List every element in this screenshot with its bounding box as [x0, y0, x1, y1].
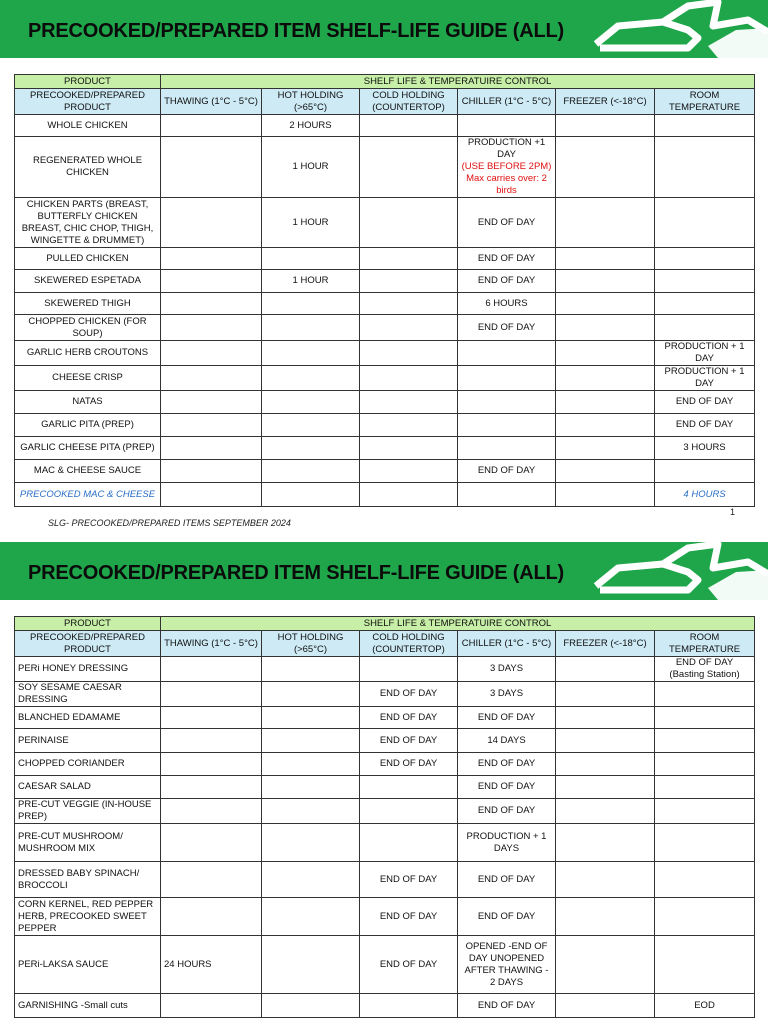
freezer-cell — [556, 799, 655, 824]
product-cell: GARNISHING -Small cuts — [15, 994, 161, 1018]
room-temp-cell: 3 HOURS — [655, 437, 755, 460]
thawing-cell — [161, 824, 262, 862]
table-row — [15, 898, 755, 936]
table-row — [15, 341, 755, 366]
product-cell: BLANCHED EDAMAME — [15, 707, 161, 729]
table-row — [15, 753, 755, 776]
hot-holding-cell — [262, 862, 360, 898]
cold-holding-cell — [360, 137, 458, 198]
cold-holding-cell — [360, 437, 458, 460]
hot-holding-cell — [262, 293, 360, 315]
chiller-cell: END OF DAY — [458, 898, 556, 936]
freezer-cell — [556, 707, 655, 729]
cold-holding-cell — [360, 198, 458, 248]
cold-holding-cell — [360, 293, 458, 315]
table-row — [15, 293, 755, 315]
header-cold-holding: COLD HOLDING (COUNTERTOP) — [360, 89, 458, 115]
cold-holding-cell — [360, 115, 458, 137]
freezer-cell — [556, 414, 655, 437]
cold-holding-cell — [360, 391, 458, 414]
table-header-group-row — [15, 617, 755, 631]
room-temp-cell — [655, 898, 755, 936]
table-header-row — [15, 631, 755, 657]
product-cell: PERINAISE — [15, 729, 161, 753]
thawing-cell — [161, 391, 262, 414]
freezer-cell — [556, 729, 655, 753]
table-row — [15, 391, 755, 414]
chiller-cell: END OF DAY — [458, 315, 556, 341]
cold-holding-cell — [360, 341, 458, 366]
cold-holding-cell — [360, 824, 458, 862]
room-temp-cell — [655, 753, 755, 776]
product-cell: CHICKEN PARTS (BREAST, BUTTERFLY CHICKEN BREAST, CHIC CHOP, THIGH, WINGETTE & DRUMMET) — [15, 198, 161, 248]
header-room-temperature: ROOM TEMPERATURE — [655, 631, 755, 657]
table-row — [15, 137, 755, 198]
freezer-cell — [556, 753, 655, 776]
room-temp-cell: 4 HOURS — [655, 483, 755, 507]
page2-title: PRECOOKED/PREPARED ITEM SHELF-LIFE GUIDE (ALL) — [28, 562, 564, 584]
thawing-cell — [161, 776, 262, 799]
product-cell: PERi HONEY DRESSING — [15, 657, 161, 682]
table-row — [15, 657, 755, 682]
product-cell: CHOPPED CHICKEN (FOR SOUP) — [15, 315, 161, 341]
thawing-cell — [161, 414, 262, 437]
freezer-cell — [556, 898, 655, 936]
freezer-cell — [556, 293, 655, 315]
cold-holding-cell — [360, 483, 458, 507]
header-hot-holding: HOT HOLDING (>65°C) — [262, 631, 360, 657]
room-temp-cell — [655, 115, 755, 137]
thawing-cell — [161, 657, 262, 682]
page1-title: PRECOOKED/PREPARED ITEM SHELF-LIFE GUIDE (ALL) — [28, 20, 564, 42]
header-product: PRODUCT — [15, 617, 161, 631]
room-temp-cell — [655, 729, 755, 753]
table-row — [15, 115, 755, 137]
freezer-cell — [556, 657, 655, 682]
chiller-cell: 6 HOURS — [458, 293, 556, 315]
thawing-cell — [161, 315, 262, 341]
hot-holding-cell — [262, 729, 360, 753]
hot-holding-cell — [262, 341, 360, 366]
freezer-cell — [556, 341, 655, 366]
product-cell: SKEWERED THIGH — [15, 293, 161, 315]
chiller-cell: END OF DAY — [458, 776, 556, 799]
product-cell: DRESSED BABY SPINACH/ BROCCOLI — [15, 862, 161, 898]
room-temp-cell — [655, 799, 755, 824]
hot-holding-cell — [262, 707, 360, 729]
freezer-cell — [556, 776, 655, 799]
hot-holding-cell — [262, 483, 360, 507]
freezer-cell — [556, 366, 655, 391]
chiller-cell — [458, 137, 556, 198]
cold-holding-cell — [360, 460, 458, 483]
thawing-cell — [161, 341, 262, 366]
hot-holding-cell — [262, 657, 360, 682]
thawing-cell — [161, 293, 262, 315]
page1-banner — [0, 0, 768, 58]
thawing-cell — [161, 198, 262, 248]
product-cell: GARLIC CHEESE PITA (PREP) — [15, 437, 161, 460]
chiller-cell: END OF DAY — [458, 994, 556, 1018]
cold-holding-cell: END OF DAY — [360, 862, 458, 898]
table-row — [15, 483, 755, 507]
cold-holding-cell: END OF DAY — [360, 707, 458, 729]
room-temp-cell: EOD — [655, 994, 755, 1018]
freezer-cell — [556, 248, 655, 270]
hot-holding-cell — [262, 936, 360, 994]
table-row — [15, 776, 755, 799]
product-cell: NATAS — [15, 391, 161, 414]
chiller-cell: OPENED -END OF DAY UNOPENED AFTER THAWING - 2 DAYS — [458, 936, 556, 994]
cold-holding-cell — [360, 776, 458, 799]
header-freezer: FREEZER (<-18°C) — [556, 89, 655, 115]
thawing-cell — [161, 682, 262, 707]
table-row — [15, 824, 755, 862]
hot-holding-cell — [262, 994, 360, 1018]
chiller-cell — [458, 115, 556, 137]
thawing-cell — [161, 898, 262, 936]
freezer-cell — [556, 198, 655, 248]
page2-banner — [0, 542, 768, 600]
thawing-cell — [161, 460, 262, 483]
chiller-cell: END OF DAY — [458, 799, 556, 824]
cold-holding-cell: END OF DAY — [360, 682, 458, 707]
hot-holding-cell — [262, 460, 360, 483]
product-cell: PULLED CHICKEN — [15, 248, 161, 270]
brand-graphic-icon — [568, 542, 768, 600]
hot-holding-cell: 1 HOUR — [262, 137, 360, 198]
freezer-cell — [556, 270, 655, 293]
header-shelf-life: SHELF LIFE & TEMPERATUIRE CONTROL — [161, 617, 755, 631]
header-thawing: THAWING (1°C - 5°C) — [161, 631, 262, 657]
room-temp-cell — [655, 707, 755, 729]
header-chiller: CHILLER (1°C - 5°C) — [458, 89, 556, 115]
table-row — [15, 366, 755, 391]
product-cell: CORN KERNEL, RED PEPPER HERB, PRECOOKED SWEET PEPPER — [15, 898, 161, 936]
freezer-cell — [556, 682, 655, 707]
chiller-cell — [458, 414, 556, 437]
thawing-cell — [161, 137, 262, 198]
hot-holding-cell — [262, 366, 360, 391]
thawing-cell — [161, 270, 262, 293]
header-cold-holding: COLD HOLDING (COUNTERTOP) — [360, 631, 458, 657]
freezer-cell — [556, 115, 655, 137]
chiller-cell: END OF DAY — [458, 460, 556, 483]
header-precooked-product: PRECOOKED/PREPARED PRODUCT — [15, 89, 161, 115]
thawing-cell — [161, 115, 262, 137]
product-cell: CHOPPED CORIANDER — [15, 753, 161, 776]
chiller-cell — [458, 391, 556, 414]
hot-holding-cell: 1 HOUR — [262, 198, 360, 248]
header-chiller: CHILLER (1°C - 5°C) — [458, 631, 556, 657]
product-cell: PRE-CUT MUSHROOM/ MUSHROOM MIX — [15, 824, 161, 862]
room-temp-cell — [655, 315, 755, 341]
table-header-group-row — [15, 75, 755, 89]
hot-holding-cell — [262, 391, 360, 414]
room-temp-cell: PRODUCTION + 1 DAY — [655, 341, 755, 366]
product-cell: REGENERATED WHOLE CHICKEN — [15, 137, 161, 198]
cold-holding-cell: END OF DAY — [360, 936, 458, 994]
table-row — [15, 315, 755, 341]
thawing-cell — [161, 437, 262, 460]
room-temp-cell — [655, 137, 755, 198]
cold-holding-cell — [360, 414, 458, 437]
freezer-cell — [556, 824, 655, 862]
room-temp-cell: PRODUCTION + 1 DAY — [655, 366, 755, 391]
chiller-cell: 14 DAYS — [458, 729, 556, 753]
table-row — [15, 437, 755, 460]
cold-holding-cell — [360, 366, 458, 391]
product-cell: MAC & CHEESE SAUCE — [15, 460, 161, 483]
room-temp-cell — [655, 936, 755, 994]
product-cell: WHOLE CHICKEN — [15, 115, 161, 137]
cold-holding-cell — [360, 270, 458, 293]
hot-holding-cell — [262, 776, 360, 799]
chiller-cell — [458, 341, 556, 366]
table-row — [15, 707, 755, 729]
table-row — [15, 414, 755, 437]
chiller-cell: PRODUCTION + 1 DAYS — [458, 824, 556, 862]
table-row — [15, 994, 755, 1018]
table-row — [15, 799, 755, 824]
room-temp-cell: END OF DAY (Basting Station) — [655, 657, 755, 682]
page-number: 1 — [730, 507, 736, 517]
freezer-cell — [556, 994, 655, 1018]
freezer-cell — [556, 137, 655, 198]
table-row — [15, 936, 755, 994]
chiller-cell — [458, 437, 556, 460]
thawing-cell: 24 HOURS — [161, 936, 262, 994]
chiller-cell: END OF DAY — [458, 862, 556, 898]
product-cell: GARLIC HERB CROUTONS — [15, 341, 161, 366]
table-row — [15, 862, 755, 898]
chiller-cell: END OF DAY — [458, 707, 556, 729]
product-cell: GARLIC PITA (PREP) — [15, 414, 161, 437]
hot-holding-cell — [262, 414, 360, 437]
chiller-cell: END OF DAY — [458, 270, 556, 293]
hot-holding-cell — [262, 799, 360, 824]
hot-holding-cell — [262, 824, 360, 862]
room-temp-cell: END OF DAY — [655, 391, 755, 414]
table-row — [15, 198, 755, 248]
header-freezer: FREEZER (<-18°C) — [556, 631, 655, 657]
page1-shelf-life-table — [14, 74, 755, 507]
room-temp-cell — [655, 460, 755, 483]
table-row — [15, 460, 755, 483]
thawing-cell — [161, 366, 262, 391]
chiller-note: (USE BEFORE 2PM) Max carries over: 2 birds — [461, 161, 552, 196]
chiller-cell — [458, 366, 556, 391]
thawing-cell — [161, 483, 262, 507]
thawing-cell — [161, 707, 262, 729]
cold-holding-cell — [360, 799, 458, 824]
chiller-cell: END OF DAY — [458, 248, 556, 270]
hot-holding-cell — [262, 248, 360, 270]
product-cell: CAESAR SALAD — [15, 776, 161, 799]
chiller-cell: END OF DAY — [458, 198, 556, 248]
freezer-cell — [556, 315, 655, 341]
header-shelf-life: SHELF LIFE & TEMPERATUIRE CONTROL — [161, 75, 755, 89]
thawing-cell — [161, 799, 262, 824]
cold-holding-cell — [360, 994, 458, 1018]
cold-holding-cell — [360, 248, 458, 270]
hot-holding-cell: 1 HOUR — [262, 270, 360, 293]
cold-holding-cell — [360, 657, 458, 682]
product-cell: SOY SESAME CAESAR DRESSING — [15, 682, 161, 707]
chiller-cell: 3 DAYS — [458, 682, 556, 707]
hot-holding-cell — [262, 682, 360, 707]
cold-holding-cell: END OF DAY — [360, 898, 458, 936]
thawing-cell — [161, 753, 262, 776]
table-row — [15, 248, 755, 270]
thawing-cell — [161, 729, 262, 753]
freezer-cell — [556, 862, 655, 898]
freezer-cell — [556, 460, 655, 483]
header-product: PRODUCT — [15, 75, 161, 89]
table-header-row — [15, 89, 755, 115]
product-cell: CHEESE CRISP — [15, 366, 161, 391]
cold-holding-cell: END OF DAY — [360, 753, 458, 776]
header-room-temperature: ROOM TEMPERATURE — [655, 89, 755, 115]
table-row — [15, 270, 755, 293]
header-thawing: THAWING (1°C - 5°C) — [161, 89, 262, 115]
product-cell: PRE-CUT VEGGIE (IN-HOUSE PREP) — [15, 799, 161, 824]
room-temp-cell — [655, 776, 755, 799]
product-cell: PERi-LAKSA SAUCE — [15, 936, 161, 994]
hot-holding-cell — [262, 898, 360, 936]
freezer-cell — [556, 437, 655, 460]
room-temp-cell — [655, 293, 755, 315]
freezer-cell — [556, 391, 655, 414]
room-temp-cell — [655, 270, 755, 293]
product-cell: SKEWERED ESPETADA — [15, 270, 161, 293]
hot-holding-cell — [262, 753, 360, 776]
header-precooked-product: PRECOOKED/PREPARED PRODUCT — [15, 631, 161, 657]
header-hot-holding: HOT HOLDING (>65°C) — [262, 89, 360, 115]
room-temp-cell — [655, 198, 755, 248]
room-temp-cell — [655, 862, 755, 898]
product-cell: PRECOOKED MAC & CHEESE — [15, 483, 161, 507]
chiller-cell — [458, 483, 556, 507]
room-temp-cell — [655, 682, 755, 707]
hot-holding-cell — [262, 437, 360, 460]
page2-shelf-life-table — [14, 616, 755, 1018]
chiller-value: PRODUCTION +1 DAY — [467, 137, 546, 160]
freezer-cell — [556, 483, 655, 507]
brand-graphic-icon — [568, 0, 768, 58]
cold-holding-cell: END OF DAY — [360, 729, 458, 753]
freezer-cell — [556, 936, 655, 994]
room-temp-cell: END OF DAY — [655, 414, 755, 437]
table-row — [15, 682, 755, 707]
room-temp-cell — [655, 824, 755, 862]
room-temp-cell — [655, 248, 755, 270]
hot-holding-cell — [262, 315, 360, 341]
chiller-cell: 3 DAYS — [458, 657, 556, 682]
thawing-cell — [161, 862, 262, 898]
chiller-cell: END OF DAY — [458, 753, 556, 776]
hot-holding-cell: 2 HOURS — [262, 115, 360, 137]
thawing-cell — [161, 248, 262, 270]
document-footer: SLG- PRECOOKED/PREPARED ITEMS SEPTEMBER 2024 — [48, 518, 291, 528]
cold-holding-cell — [360, 315, 458, 341]
table-row — [15, 729, 755, 753]
thawing-cell — [161, 994, 262, 1018]
